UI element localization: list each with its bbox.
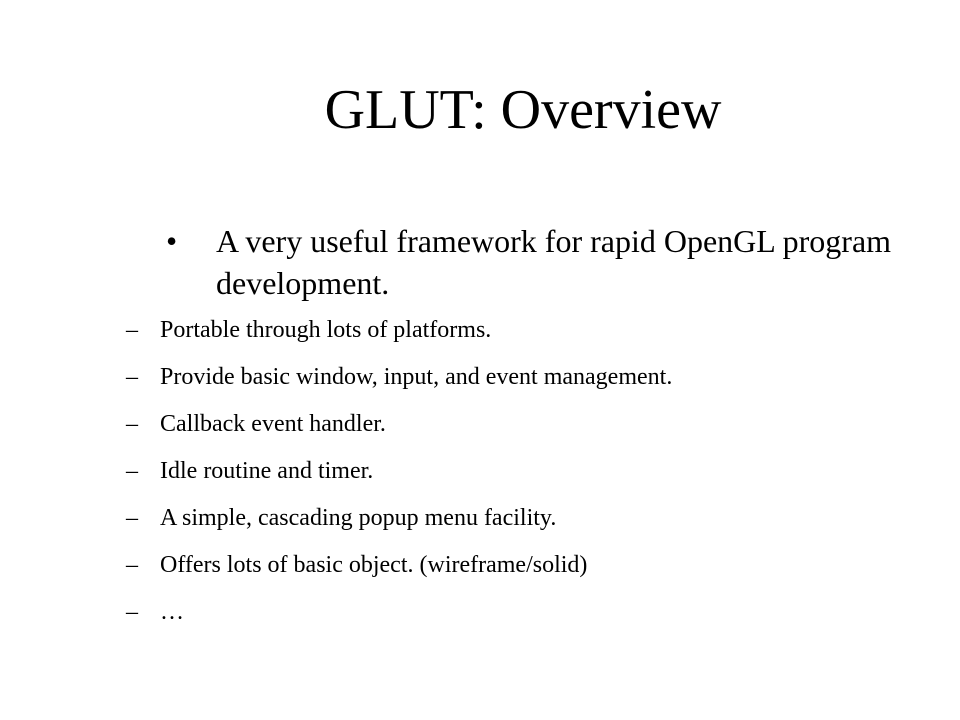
sub-bullet-item <box>126 314 886 361</box>
sub-bullet-text: Offers lots of basic object. (wireframe/solid) <box>160 552 588 578</box>
dash-marker: – <box>126 411 138 437</box>
dash-marker: – <box>126 599 138 625</box>
dash-marker: – <box>126 552 138 578</box>
dash-marker: – <box>126 317 138 343</box>
sub-bullet-item <box>126 408 886 455</box>
sub-bullet-item <box>126 455 886 502</box>
sub-bullet-item <box>126 549 886 596</box>
slide-title: GLUT: Overview <box>324 79 722 141</box>
sub-bullet-item <box>126 361 886 408</box>
dash-marker: – <box>126 505 138 531</box>
sub-bullet-text: A simple, cascading popup menu facility. <box>160 505 557 531</box>
sub-bullet-list <box>126 314 886 643</box>
dash-marker: – <box>126 364 138 390</box>
bullet-marker: • <box>166 223 178 259</box>
sub-bullet-text: Portable through lots of platforms. <box>160 317 492 343</box>
sub-bullet-item <box>126 502 886 549</box>
sub-bullet-text: Idle routine and timer. <box>160 458 374 484</box>
sub-bullet-item <box>126 596 886 643</box>
sub-bullet-text: Provide basic window, input, and event management. <box>160 364 673 390</box>
dash-marker: – <box>126 458 138 484</box>
sub-bullet-text: … <box>160 599 184 625</box>
main-bullet-text: A very useful framework for rapid OpenGL program development. <box>216 223 892 301</box>
sub-bullet-text: Callback event handler. <box>160 411 386 437</box>
